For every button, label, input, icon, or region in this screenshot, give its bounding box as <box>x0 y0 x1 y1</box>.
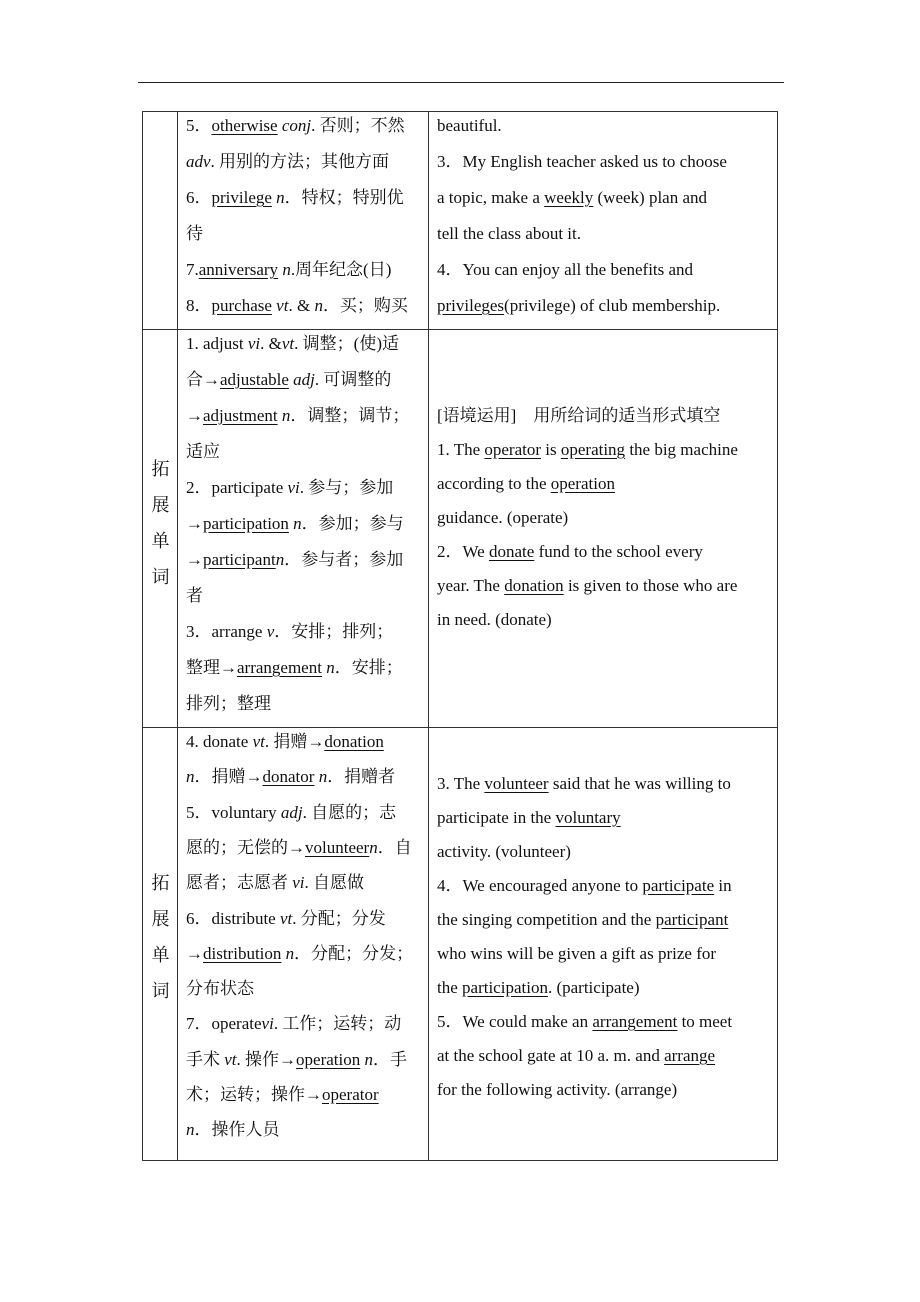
text-line <box>186 152 389 172</box>
text-segment: ．手 <box>372 1049 407 1069</box>
word-list-cell <box>178 112 429 329</box>
answer-word: anniversary <box>198 260 279 279</box>
answer-word: arrange <box>664 1046 716 1065</box>
text-line <box>186 803 396 823</box>
answer-word: donator <box>262 767 315 787</box>
text-segment: at the school gate at 10 a. m. and <box>437 1046 665 1065</box>
text-line <box>186 260 391 280</box>
text-segment: . 否则；不然 <box>311 116 405 135</box>
text-segment: . 用别的方法；其他方面 <box>210 152 390 171</box>
text-line <box>437 188 707 208</box>
answer-word: adjustable <box>220 370 289 389</box>
text-segment: 分布状态 <box>186 979 254 999</box>
part-of-speech: vt <box>224 1049 237 1069</box>
text-line <box>186 732 384 752</box>
text-line <box>186 296 408 316</box>
row-label-char: 展 <box>151 495 170 516</box>
text-line <box>186 1120 280 1140</box>
text-segment: 1. The <box>437 440 485 459</box>
word-list-cell <box>178 330 429 727</box>
text-segment: . 自愿做 <box>304 873 365 893</box>
text-segment: 7．operate <box>186 1014 262 1034</box>
text-line <box>186 1050 407 1070</box>
answer-word: privileges <box>437 296 505 315</box>
text-segment: . 分配；分发 <box>292 908 386 928</box>
answer-word: voluntary <box>555 808 621 827</box>
row-label-cell <box>143 112 178 329</box>
text-line <box>186 838 412 858</box>
text-line <box>186 514 404 534</box>
row-label-char: 词 <box>151 567 170 588</box>
part-of-speech: n <box>293 514 302 533</box>
part-of-speech: vi <box>261 1014 274 1034</box>
part-of-speech: vt <box>252 732 265 751</box>
text-line <box>437 808 621 828</box>
part-of-speech: n <box>276 188 285 207</box>
text-line <box>186 188 404 208</box>
part-of-speech: vt <box>279 908 293 928</box>
part-of-speech: vi <box>292 873 305 893</box>
text-line <box>437 576 737 596</box>
text-line <box>437 542 703 562</box>
text-line <box>437 978 640 998</box>
text-line <box>437 508 568 528</box>
answer-word: donation <box>504 576 564 595</box>
text-segment: 1. adjust <box>186 334 248 353</box>
answer-word: participant <box>655 910 729 929</box>
part-of-speech: n <box>318 767 328 787</box>
part-of-speech: n <box>186 767 195 787</box>
text-segment: 合→ <box>186 370 220 389</box>
part-of-speech: vt <box>276 296 289 315</box>
text-segment: in <box>714 876 732 895</box>
row-label <box>143 866 178 1010</box>
part-of-speech: n <box>364 1049 373 1069</box>
part-of-speech: n <box>186 1120 195 1140</box>
text-segment: for the following activity. (arrange) <box>437 1080 678 1099</box>
text-segment: participate in the <box>437 808 556 827</box>
text-segment: ．安排；排列； <box>274 622 394 641</box>
text-segment: 者 <box>186 586 203 605</box>
text-segment: 7. <box>186 260 199 279</box>
row-label <box>143 452 178 596</box>
text-segment: . 捐赠→ <box>264 732 325 751</box>
text-segment: 5． <box>186 116 212 135</box>
text-segment: said that he was willing to <box>548 774 731 793</box>
text-line <box>437 1080 677 1100</box>
text-segment: → <box>186 943 203 963</box>
answer-word: donate <box>488 542 535 561</box>
text-segment: ．安排； <box>334 658 403 677</box>
text-segment: . 调整；(使)适 <box>294 334 399 353</box>
text-segment: . (participate) <box>547 978 640 997</box>
text-line <box>186 442 220 462</box>
text-segment: who wins will be given a gift as prize for <box>437 944 717 963</box>
text-segment: ．买；购买 <box>322 296 408 315</box>
text-line <box>437 842 571 862</box>
text-segment: tell the class about it. <box>437 224 581 243</box>
text-segment: a topic, make a <box>437 188 545 207</box>
table-row <box>143 329 777 727</box>
row-label-char: 单 <box>151 531 170 552</box>
answer-word: operation <box>550 474 615 493</box>
text-segment: according to the <box>437 474 551 493</box>
answer-word: participation <box>462 978 548 997</box>
text-line <box>437 910 728 930</box>
exercise-cell <box>429 330 777 727</box>
part-of-speech: vi <box>287 478 300 497</box>
answer-word: volunteer <box>484 774 549 793</box>
text-segment: .周年纪念(日) <box>290 260 392 279</box>
text-segment: the big machine <box>625 440 738 459</box>
text-segment: year. The <box>437 576 505 595</box>
part-of-speech: adj <box>293 370 315 389</box>
text-line <box>437 610 552 630</box>
text-line <box>437 1012 732 1032</box>
text-segment: 愿的；无偿的→ <box>186 837 305 857</box>
text-segment: 3．arrange <box>186 622 267 641</box>
text-segment: 整理→ <box>186 658 237 677</box>
text-line <box>186 586 203 606</box>
text-line <box>186 370 391 390</box>
row-label-cell <box>143 728 178 1161</box>
text-segment: 排列；整理 <box>186 694 271 713</box>
exercise-cell <box>429 112 777 329</box>
exercise-cell <box>429 728 777 1161</box>
text-segment: 手术 <box>186 1049 225 1069</box>
text-line <box>437 406 720 426</box>
text-segment: ．参与者；参加 <box>284 550 404 569</box>
text-segment: 5．We could make an <box>437 1012 593 1031</box>
text-segment: . & <box>288 296 315 315</box>
text-segment: . 工作；运转；动 <box>273 1014 402 1034</box>
answer-word: arrangement <box>237 658 322 677</box>
text-segment: 待 <box>186 224 203 243</box>
text-segment: activity. (volunteer) <box>437 842 571 861</box>
text-segment: [语境运用] 用所给词的适当形式填空 <box>437 406 721 425</box>
text-segment: . 自愿的；志 <box>302 802 397 822</box>
answer-word: donation <box>324 732 384 751</box>
text-line <box>186 873 364 893</box>
text-segment: ．捐赠者 <box>327 767 396 787</box>
answer-word: privilege <box>211 188 272 207</box>
part-of-speech: adv <box>186 152 211 171</box>
row-label-char: 单 <box>151 945 170 966</box>
text-segment: 2．participate <box>186 478 288 497</box>
text-segment: 4．You can enjoy all the benefits and <box>437 260 694 279</box>
text-segment: . 可调整的 <box>314 370 392 389</box>
part-of-speech: n <box>282 260 291 279</box>
vocabulary-table <box>142 111 778 1161</box>
text-segment: . 参与；参加 <box>299 478 394 497</box>
part-of-speech: n <box>369 837 378 857</box>
part-of-speech: n <box>326 658 335 677</box>
answer-word: distribution <box>203 943 282 963</box>
answer-word: operator <box>322 1085 379 1104</box>
part-of-speech: v <box>266 622 275 641</box>
text-segment: is <box>541 440 561 459</box>
text-line <box>437 224 581 244</box>
text-line <box>186 944 413 964</box>
text-segment: 5．voluntary <box>186 802 281 822</box>
text-segment: ．捐赠→ <box>194 767 263 787</box>
text-segment: → <box>186 406 203 425</box>
text-segment: 术；运转；操作→ <box>186 1085 322 1104</box>
text-line <box>186 116 405 136</box>
text-segment: in need. (donate) <box>437 610 552 629</box>
answer-word: operating <box>560 440 626 459</box>
text-segment: . & <box>260 334 282 353</box>
text-line <box>437 440 738 460</box>
text-line <box>437 1046 715 1066</box>
answer-word: participation <box>203 514 289 533</box>
text-line <box>186 767 395 787</box>
text-line <box>186 622 393 642</box>
part-of-speech: vt <box>281 334 295 353</box>
text-segment: 8． <box>186 296 212 315</box>
text-segment: ．分配；分发； <box>294 943 414 963</box>
row-label-char: 拓 <box>151 873 170 894</box>
text-line <box>186 658 403 678</box>
text-line <box>437 152 727 172</box>
part-of-speech: n <box>275 550 285 569</box>
text-segment: fund to the school every <box>534 542 703 561</box>
answer-word: otherwise <box>211 116 278 135</box>
part-of-speech: adj <box>280 802 303 822</box>
part-of-speech: n <box>285 943 295 963</box>
text-segment: 2．We <box>437 542 489 561</box>
text-segment: beautiful. <box>437 116 502 135</box>
text-line <box>437 774 731 794</box>
part-of-speech: n <box>314 296 323 315</box>
table-row <box>143 112 777 329</box>
row-label-cell <box>143 330 178 727</box>
text-segment: ．调整；调节； <box>290 406 410 425</box>
text-line <box>186 334 399 354</box>
text-segment: guidance. (operate) <box>437 508 569 527</box>
text-segment: 愿者；志愿者 <box>186 873 293 893</box>
text-line <box>186 1014 401 1034</box>
part-of-speech: vi <box>247 334 261 353</box>
text-line <box>186 979 254 999</box>
text-segment: 3．My English teacher asked us to choose <box>437 152 727 171</box>
text-line <box>437 876 732 896</box>
text-segment: 3. The <box>437 774 485 793</box>
text-line <box>437 474 615 494</box>
answer-word: participant <box>203 550 276 569</box>
text-segment: 4．We encouraged anyone to <box>437 876 643 895</box>
header-rule <box>138 82 784 83</box>
text-segment: 6． <box>186 188 212 207</box>
text-segment: the <box>437 978 463 997</box>
text-line <box>437 944 716 964</box>
text-line <box>186 224 203 244</box>
answer-word: weekly <box>544 188 594 207</box>
text-segment: to meet <box>677 1012 733 1031</box>
row-label-char: 词 <box>151 981 170 1002</box>
text-segment: → <box>186 550 203 569</box>
text-segment: ．自 <box>377 837 412 857</box>
text-segment: is given to those who are <box>563 576 738 595</box>
row-label-char: 拓 <box>151 459 170 480</box>
text-segment: the singing competition and the <box>437 910 656 929</box>
answer-word: participate <box>642 876 715 895</box>
text-line <box>437 260 693 280</box>
answer-word: adjustment <box>203 406 278 425</box>
text-line <box>186 478 393 498</box>
text-line <box>186 406 409 426</box>
text-segment: ．操作人员 <box>194 1120 280 1140</box>
text-line <box>186 694 271 714</box>
answer-word: operator <box>484 440 542 459</box>
text-line <box>186 550 403 570</box>
text-segment: 6．distribute <box>186 908 280 928</box>
part-of-speech: conj <box>281 116 312 135</box>
text-line <box>437 296 720 316</box>
text-line <box>437 116 502 136</box>
text-segment: → <box>186 514 203 533</box>
part-of-speech: n <box>281 406 291 425</box>
answer-word: purchase <box>211 296 272 315</box>
word-list-cell <box>178 728 429 1161</box>
text-segment: ．参加；参与 <box>301 514 404 533</box>
table-row <box>143 727 777 1161</box>
answer-word: arrangement <box>592 1012 678 1031</box>
text-segment: ．特权；特别优 <box>284 188 404 207</box>
row-label-char: 展 <box>151 909 170 930</box>
text-line <box>186 1085 379 1105</box>
text-segment: (privilege) of club membership. <box>504 296 721 315</box>
answer-word: volunteer <box>305 837 370 857</box>
answer-word: operation <box>296 1049 361 1069</box>
text-segment: . 操作→ <box>236 1049 297 1069</box>
text-segment: 适应 <box>186 442 220 461</box>
text-segment: (week) plan and <box>593 188 708 207</box>
text-segment: 4. donate <box>186 732 253 751</box>
text-line <box>186 909 386 929</box>
